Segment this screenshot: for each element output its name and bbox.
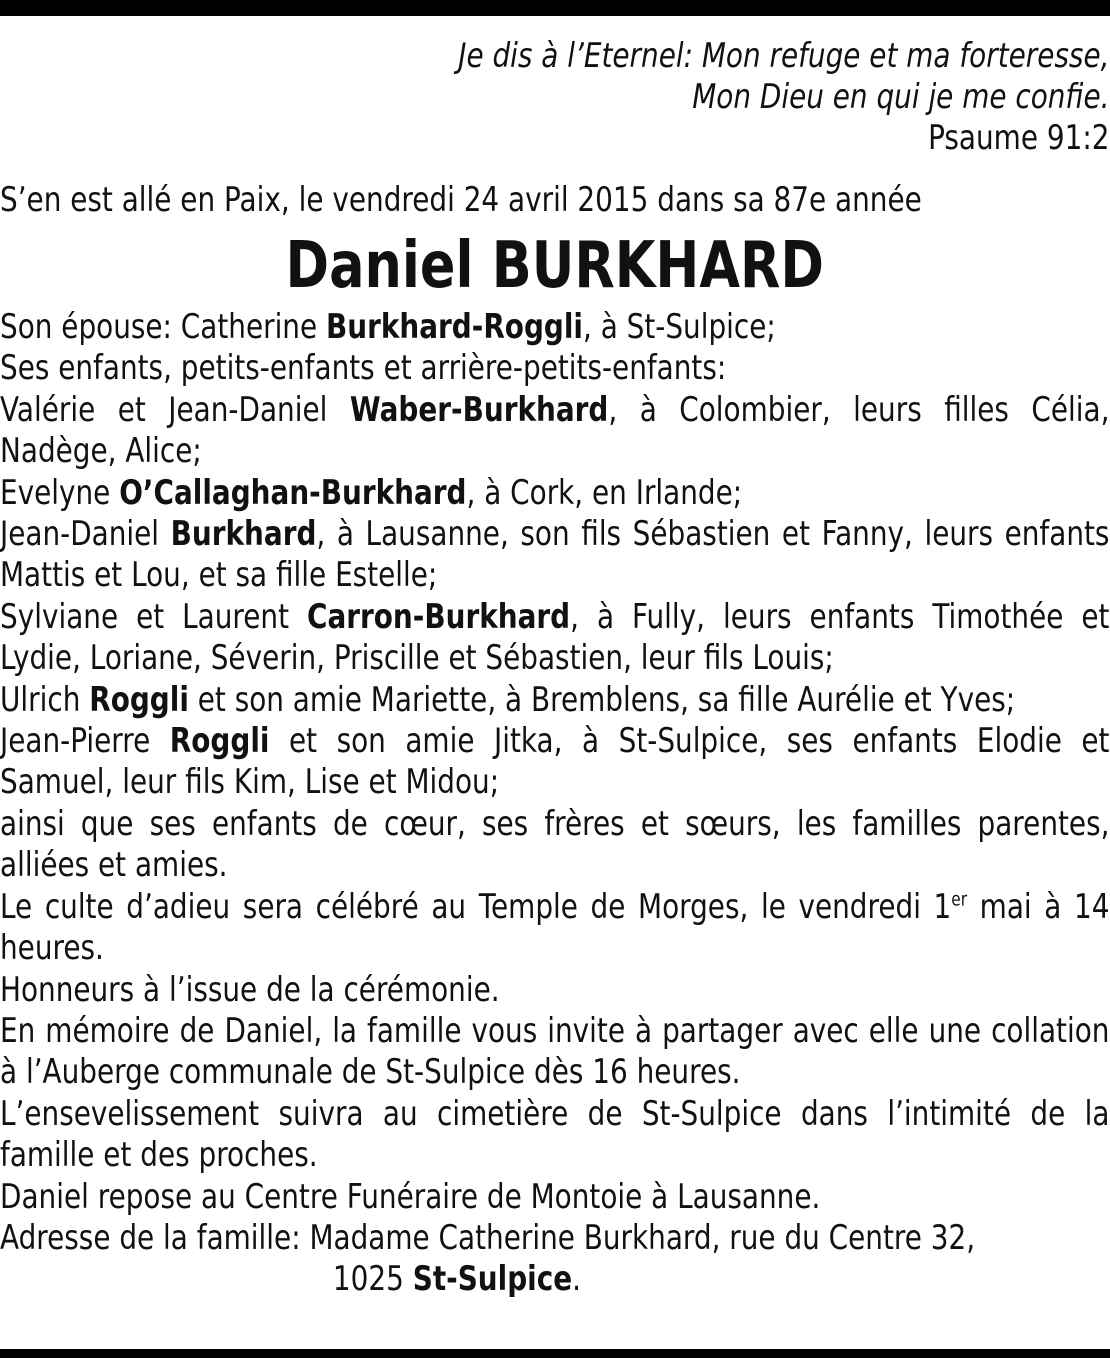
repose-info: Daniel repose au Centre Funéraire de Montoie à Lausanne.	[0, 1176, 821, 1217]
family-entry: Valérie et Jean-Daniel Waber-Burkhard, à Colombier, leurs filles Célia, Nadège, Alice;	[0, 389, 1110, 472]
death-announcement: S’en est allé en Paix, le vendredi 24 avril 2015 dans sa 87e année	[0, 180, 922, 220]
family-entry: Ulrich Roggli et son amie Mariette, à Bremblens, sa fille Aurélie et Yves;	[0, 679, 1016, 720]
family-entry: Ses enfants, petits-enfants et arrière-petits-enfants:	[0, 348, 727, 389]
address-line-2: 1025 St-Sulpice.	[332, 1259, 582, 1300]
verse-reference: Psaume 91:2	[928, 118, 1110, 158]
family-entry: Jean-Daniel Burkhard, à Lausanne, son fils Sébastien et Fanny, leurs enfants Mattis et Lou, et sa fille Estelle;	[0, 514, 1110, 596]
family-entry: Jean-Pierre Roggli et son amie Jitka, à St-Sulpice, ses enfants Elodie et Samuel, leur fils Kim, Lise et Midou;	[0, 721, 1110, 803]
obituary-notice	[0, 36, 1110, 1301]
family-entry: Evelyne O’Callaghan-Burkhard, à Cork, en Irlande;	[0, 472, 743, 513]
family-entry: ainsi que ses enfants de cœur, ses frères et sœurs, les familles parentes, alliées et amies.	[0, 803, 1110, 886]
bottom-border-rule	[0, 1349, 1110, 1358]
top-border-rule	[0, 0, 1110, 16]
collation-info: En mémoire de Daniel, la famille vous invite à partager avec elle une collation à l’Auberge communale de St-Sulpice dès 16 heures.	[0, 1010, 1110, 1093]
honours-info: Honneurs à l’issue de la cérémonie.	[0, 969, 500, 1010]
verse-line-1: Je dis à l’Eternel: Mon refuge et ma forteresse,	[458, 36, 1110, 76]
deceased-name: Daniel BURKHARD	[285, 229, 824, 303]
burial-info: L’ensevelissement suivra au cimetière de St-Sulpice dans l’intimité de la famille et des proches.	[0, 1093, 1110, 1176]
bible-verse	[0, 36, 1109, 159]
notice-body	[0, 307, 1109, 1301]
ceremony-info: Le culte d’adieu sera célébré au Temple de Morges, le vendredi 1er mai à 14 heures.	[0, 886, 1110, 969]
verse-line-2: Mon Dieu en qui je me confie.	[692, 77, 1110, 117]
family-entry: Sylviane et Laurent Carron-Burkhard, à Fully, leurs enfants Timothée et Lydie, Loriane, Séverin, Priscille et Sébastien, leur fils Louis;	[0, 596, 1110, 679]
family-address	[0, 1218, 1109, 1301]
address-line-1: Adresse de la famille: Madame Catherine Burkhard, rue du Centre 32,	[0, 1217, 976, 1258]
family-entry: Son épouse: Catherine Burkhard-Roggli, à St-Sulpice;	[0, 307, 776, 347]
